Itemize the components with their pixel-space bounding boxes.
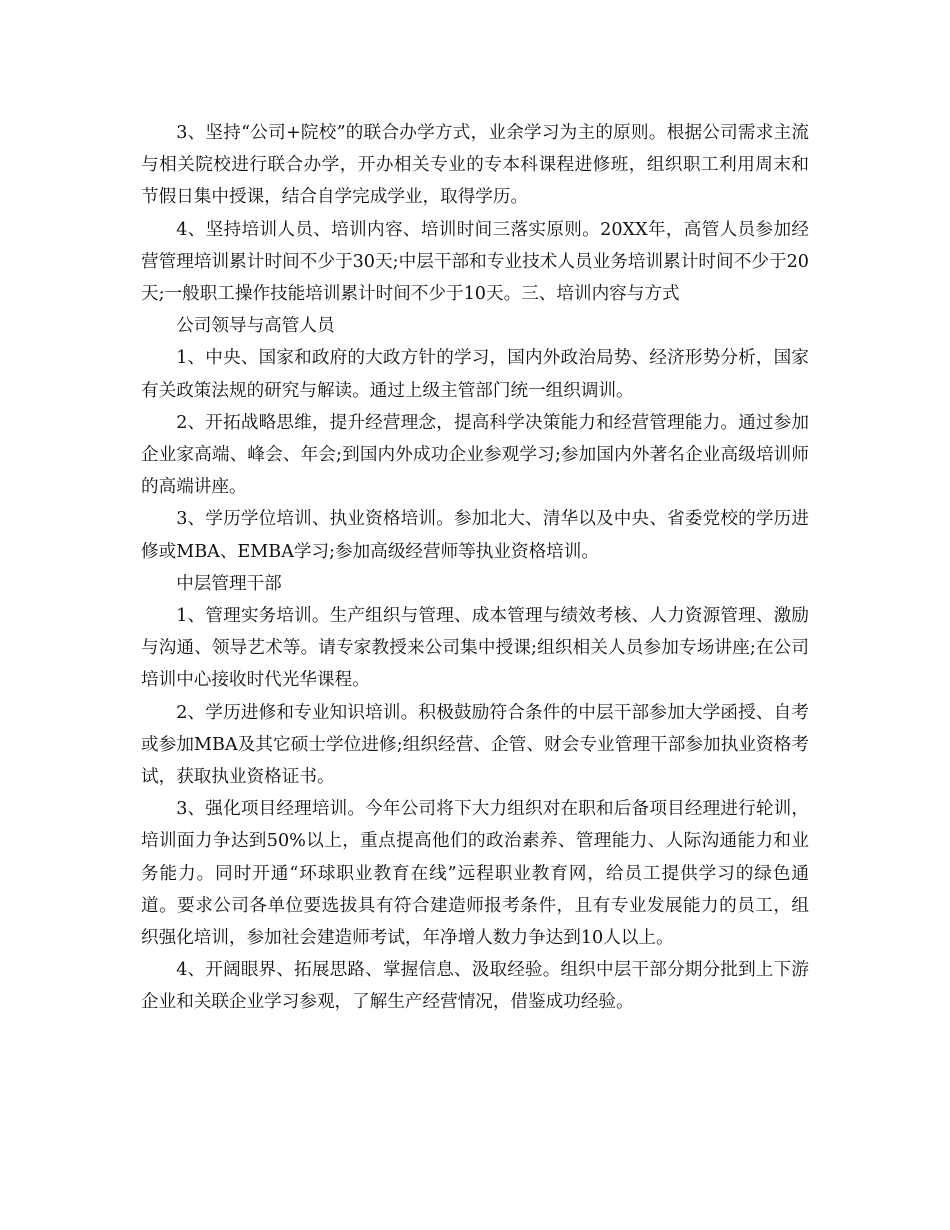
paragraph-middle-item-2: 2、学历进修和专业知识培训。积极鼓励符合条件的中层干部参加大学函授、自考或参加MBA及其它硕士学位进修;组织经营、企管、财会专业管理干部参加执业资格考试，获取执业资格证书。 xyxy=(141,702,809,788)
paragraph-item-3-joint-school: 3、坚持“公司+院校”的联合办学方式，业余学习为主的原则。根据公司需求主流与相关院校进行联合办学，开办相关专业的专本科课程进修班，组织职工利用周末和节假日集中授课，结合自学完成学业，取得学历。 xyxy=(141,123,809,208)
paragraph-item-4-three-implementations: 4、坚持培训人员、培训内容、培训时间三落实原则。20XX年，高管人员参加经营管理培训累计时间不少于30天;中层干部和专业技术人员业务培训累计时间不少于20天;一般职工操作技能培训累计时间不少于10天。三、培训内容与方式 xyxy=(141,219,809,305)
paragraph-senior-item-2: 2、开拓战略思维，提升经营理念，提高科学决策能力和经营管理能力。通过参加企业家高端、峰会、年会;到国内外成功企业参观学习;参加国内外著名企业高级培训师的高端讲座。 xyxy=(141,412,809,498)
paragraph-senior-item-3: 3、学历学位培训、执业资格培训。参加北大、清华以及中央、省委党校的学历进修或MBA、EMBA学习;参加高级经营师等执业资格培训。 xyxy=(141,509,809,562)
section-heading-senior-management: 公司领导与高管人员 xyxy=(176,316,335,337)
paragraph-middle-item-1: 1、管理实务培训。生产组织与管理、成本管理与绩效考核、人力资源管理、激励与沟通、领导艺术等。请专家教授来公司集中授课;组织相关人员参加专场讲座;在公司培训中心接收时代光华课程。 xyxy=(141,606,809,691)
paragraph-middle-item-3: 3、强化项目经理培训。今年公司将下大力组织对在职和后备项目经理进行轮训，培训面力争达到50%以上，重点提高他们的政治素养、管理能力、人际沟通能力和业务能力。同时开通“环球职业教育在线”远程职业教育网，给员工提供学习的绿色通道。要求公司各单位要选拔具有符合建造师报考条件，且有专业发展能力的员工，组织强化培训，参加社会建造师考试，年净增人数力争达到10人以上。 xyxy=(141,799,809,949)
paragraph-senior-item-1: 1、中央、国家和政府的大政方针的学习，国内外政治局势、经济形势分析，国家有关政策法规的研究与解读。通过上级主管部门统一组织调训。 xyxy=(141,348,809,401)
paragraph-middle-item-4: 4、开阔眼界、拓展思路、掌握信息、汲取经验。组织中层干部分期分批到上下游企业和关联企业学习参观，了解生产经营情况，借鉴成功经验。 xyxy=(141,960,809,1013)
document-body xyxy=(141,117,809,1019)
section-heading-middle-management: 中层管理干部 xyxy=(176,573,282,594)
